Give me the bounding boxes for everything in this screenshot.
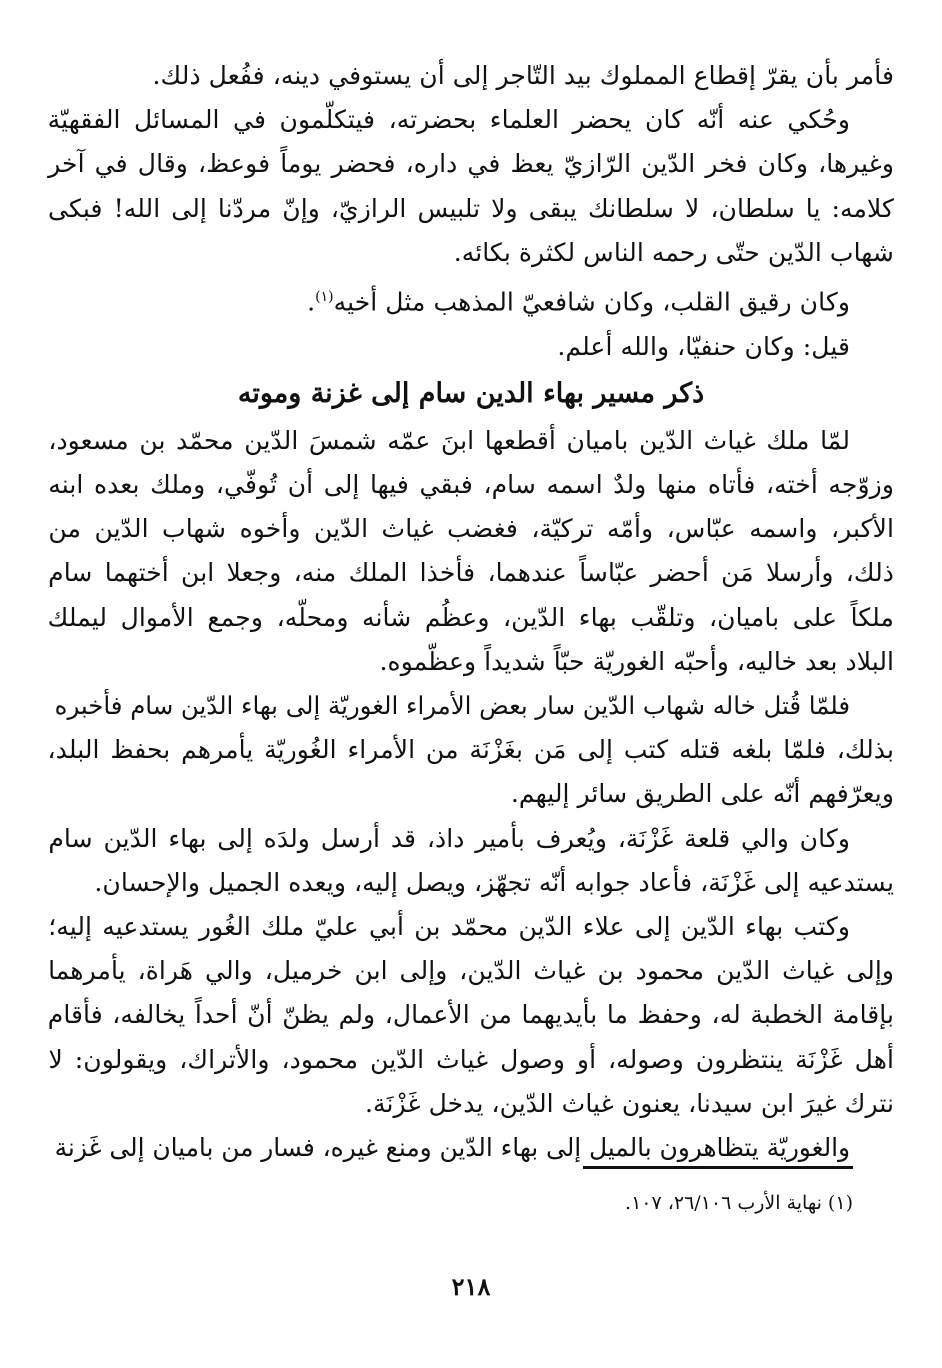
text-line: فلمّا قُتل خاله شهاب الدّين سار بعض الأمراء الغوريّة إلى بهاء الدّين سام فأخبره — [54, 691, 850, 721]
paragraph — [48, 98, 894, 275]
text-line: شهاب الدّين حتّى رحمه الناس لكثرة بكائه. — [453, 237, 894, 267]
text-line: وحُكي عنه أنّه كان يحضر العلماء بحضرته، فيتكلّمون في المسائل الفقهيّة — [47, 105, 850, 135]
text-line — [48, 275, 894, 325]
text-line-body: وكان رقيق القلب، وكان شافعيّ المذهب مثل أخيه — [333, 287, 850, 317]
text-line: والغوريّة يتظاهرون بالميل إلى بهاء الدّين ومنع غيره، فسار من باميان إلى غَزنة — [54, 1133, 850, 1163]
paragraph — [48, 817, 894, 905]
text-line: يستدعيه إلى غَزْنَة، فأعاد جوابه أنّه تجهّز، ويصل إليه، ويعده الجميل والإحسان. — [94, 867, 894, 897]
paragraph — [48, 275, 894, 325]
text-line-tail: . — [307, 287, 316, 317]
paragraph — [48, 1126, 894, 1170]
footnote: (١) نهاية الأرب ٢٦/١٠٦، ١٠٧. — [625, 1192, 853, 1214]
text-line: لمّا ملك غياث الدّين باميان أقطعها ابنَ عمّه شمسَ الدّين محمّد بن مسعود، — [48, 425, 850, 455]
text-line: وغيرها، وكان فخر الدّين الرّازيّ يعظ في داره، فحضر يوماً فوعظ، وقال في آخر — [48, 149, 894, 179]
text-line: قيل: وكان حنفيّا، والله أعلم. — [557, 331, 850, 361]
page-number: ٢١٨ — [451, 1272, 491, 1301]
text-line: فأمر بأن يقرّ إقطاع المملوك بيد التّاجر إلى أن يستوفي دينه، ففُعل ذلك. — [152, 61, 894, 90]
text-line: وكان والي قلعة غَزْنَة، ويُعرف بأمير داذ، قد أرسل ولدَه إلى بهاء الدّين سام — [48, 823, 850, 853]
paragraph — [48, 419, 894, 684]
text-line: البلاد بعد خاليه، وأحبّه الغوريّة حبّاً شديداً وعظّموه. — [379, 646, 894, 676]
paragraph — [48, 325, 894, 369]
text-line: كلامه: يا سلطان، لا سلطانك يبقى ولا تلبيس الرازيّ، وإنّ مردّنا إلى الله! فبكى — [48, 193, 894, 223]
text-line: بذلك، فلمّا بلغه قتله كتب إلى مَن بغَزْنَة من الأمراء الغُوريّة يأمرهم بحفظ البلد، — [47, 735, 894, 765]
footnote-separator — [583, 1166, 853, 1169]
text-line: وزوّجه أخته، فأتاه منها ولدٌ اسمه سام، فبقي فيها إلى أن تُوفّي، وملك بعده ابنه — [48, 470, 894, 500]
section-heading: ذكر مسير بهاء الدين سام إلى غزنة وموته — [237, 377, 705, 409]
text-line: نترك غيرَ ابن سيدنا، يعنون غياث الدّين، يدخل غَزْنَة. — [364, 1088, 894, 1118]
text-line: أهل غَزْنَة ينتظرون وصوله، أو وصول غياث الدّين محمود، والأتراك، ويقولون: لا — [48, 1044, 894, 1074]
text-line: وكتب بهاء الدّين إلى علاء الدّين محمّد بن أبي عليّ ملك الغُور يستدعيه إليه؛ — [48, 912, 850, 942]
text-line: الأكبر، واسمه عبّاس، وأمّه تركيّة، فغضب غياث الدّين وأخوه شهاب الدّين من — [48, 514, 894, 544]
text-line: بإقامة الخطبة له، وحفظ ما بأيديهما من الأعمال، ولم يظنّ أنّ أحداً يخالفه، فأقام — [47, 1000, 894, 1030]
paragraph — [48, 684, 894, 817]
paragraph — [48, 54, 894, 98]
text-line: وإلى غياث الدّين محمود بن غياث الدّين، وإلى ابن خرميل، والي هَراة، يأمرهما — [48, 956, 894, 986]
text-line: ذلك، وأرسلا مَن أحضر عبّاساً عندهما، فأخذا الملك منه، وجعلا ابن أختهما سام — [48, 558, 894, 588]
text-line: ويعرّفهم أنّه على الطريق سائر إليهم. — [510, 779, 894, 809]
paragraph — [48, 905, 894, 1126]
footnote-marker: (١) — [315, 289, 334, 306]
document-page — [48, 54, 894, 1170]
text-line: ملكاً على باميان، وتلقّب بهاء الدّين، وعظُم شأنه ومحلّه، وجمع الأموال ليملك — [47, 602, 894, 632]
